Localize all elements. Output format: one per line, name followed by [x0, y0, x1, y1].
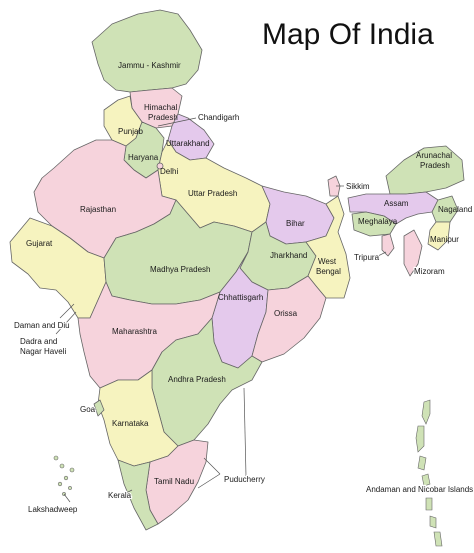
label-haryana: Haryana	[128, 153, 159, 162]
label-uttar-pradesh: Uttar Pradesh	[188, 189, 238, 198]
label-west-bengal-2: Bengal	[316, 267, 341, 276]
label-manipur: Manipur	[430, 235, 459, 244]
label-lakshadweep: Lakshadweep	[28, 505, 78, 514]
label-punjab: Punjab	[118, 127, 143, 136]
label-tripura: Tripura	[354, 253, 380, 262]
label-andhra-pradesh: Andhra Pradesh	[168, 375, 226, 384]
label-bihar: Bihar	[286, 219, 305, 228]
map-title: Map Of India	[262, 18, 434, 51]
label-arunachal-2: Pradesh	[420, 161, 450, 170]
label-rajasthan: Rajasthan	[80, 205, 117, 214]
andaman-nicobar-islands	[416, 400, 442, 546]
label-jammu-kashmir: Jammu - Kashmir	[118, 61, 181, 70]
label-himachal-1: Himachal	[144, 103, 178, 112]
state-bihar	[262, 186, 334, 244]
label-uttarakhand: Uttarakhand	[166, 139, 210, 148]
label-meghalaya: Meghalaya	[358, 217, 398, 226]
state-tripura	[382, 234, 394, 256]
label-andaman-nicobar: Andaman and Nicobar Islands	[366, 485, 474, 494]
leader-puducherry-a	[198, 474, 220, 488]
label-delhi: Delhi	[160, 167, 179, 176]
leader-puducherry-c	[244, 388, 246, 476]
label-west-bengal-1: West	[318, 257, 337, 266]
label-assam: Assam	[384, 199, 409, 208]
label-dadra-2: Nagar Haveli	[20, 347, 67, 356]
label-nagaland: Nagaland	[438, 205, 473, 214]
label-arunachal-1: Arunachal	[416, 151, 453, 160]
label-madhya-pradesh: Madhya Pradesh	[150, 265, 211, 274]
leader-puducherry-b	[204, 458, 220, 474]
state-jammu-kashmir	[92, 10, 202, 92]
label-kerala: Kerala	[108, 491, 132, 500]
label-chandigarh: Chandigarh	[198, 113, 240, 122]
label-dadra-1: Dadra and	[20, 337, 58, 346]
label-chhattisgarh: Chhattisgarh	[218, 293, 264, 302]
label-daman-diu: Daman and Diu	[14, 321, 70, 330]
label-mizoram: Mizoram	[414, 267, 445, 276]
label-jharkhand: Jharkhand	[270, 251, 308, 260]
label-puducherry: Puducherry	[224, 475, 265, 484]
label-goa: Goa	[80, 405, 96, 414]
lakshadweep-islands	[54, 456, 74, 496]
leader-daman-diu	[60, 304, 74, 318]
label-maharashtra: Maharashtra	[112, 327, 157, 336]
label-himachal-2: Pradesh	[148, 113, 178, 122]
label-orissa: Orissa	[274, 309, 298, 318]
label-gujarat: Gujarat	[26, 239, 53, 248]
leader-tripura	[378, 252, 386, 256]
label-tamil-nadu: Tamil Nadu	[154, 477, 195, 486]
label-karnataka: Karnataka	[112, 419, 149, 428]
label-sikkim: Sikkim	[346, 182, 370, 191]
leader-lakshadweep	[64, 494, 70, 502]
